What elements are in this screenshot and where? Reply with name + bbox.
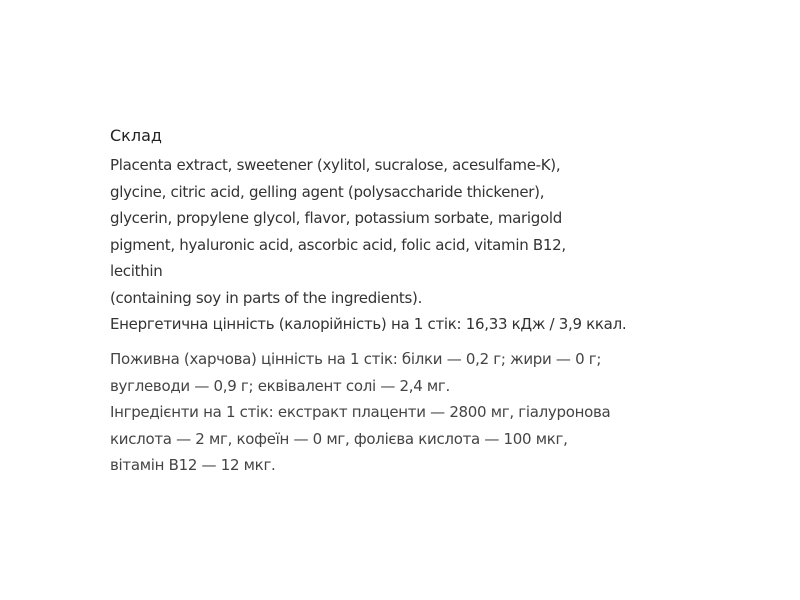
composition-text-block bbox=[110, 152, 626, 338]
nutrition-text-block bbox=[110, 346, 610, 479]
composition-line: lecithin bbox=[110, 262, 163, 280]
nutrition-line: вуглеводи — 0,9 г; еквівалент солі — 2,4 мг. bbox=[110, 376, 450, 395]
composition-line: (containing soy in parts of the ingredients). bbox=[110, 288, 423, 307]
ingredients-line: вітамін B12 — 12 мкг. bbox=[110, 456, 276, 474]
composition-line: Placenta extract, sweetener (xylitol, sucralose, acesulfame-K), bbox=[110, 156, 561, 174]
nutrition-line: Поживна (харчова) цінність на 1 стік: білки — 0,2 г; жири — 0 г; bbox=[110, 350, 602, 368]
ingredients-line: Інгредієнти на 1 стік: екстракт плаценти — 2800 мг, гіалуронова bbox=[110, 403, 611, 421]
ingredients-line: кислота — 2 мг, кофеїн — 0 мг, фолієва кислота — 100 мкг, bbox=[110, 429, 568, 448]
composition-line: pigment, hyaluronic acid, ascorbic acid, folic acid, vitamin B12, bbox=[110, 235, 566, 254]
composition-line: glycerin, propylene glycol, flavor, potassium sorbate, marigold bbox=[110, 209, 562, 227]
composition-heading: Склад bbox=[110, 126, 162, 145]
energy-value-line: Енергетична цінність (калорійність) на 1 стік: 16,33 кДж / 3,9 ккал. bbox=[110, 315, 627, 333]
composition-line: glycine, citric acid, gelling agent (polysaccharide thickener), bbox=[110, 182, 545, 201]
